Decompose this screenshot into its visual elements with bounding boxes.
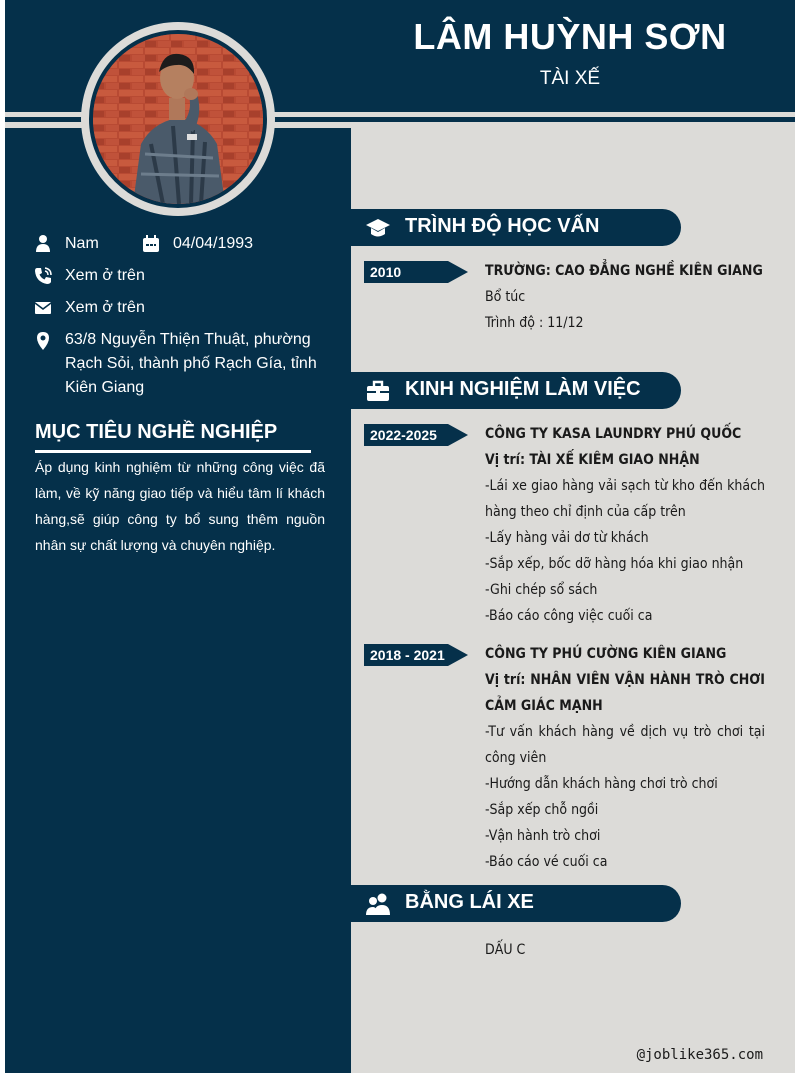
- envelope-icon: [33, 298, 53, 318]
- school-name: TRƯỜNG: CAO ĐẲNG NGHỀ KIÊN GIANG: [485, 263, 763, 279]
- job-task: -Báo cáo công việc cuối ca: [485, 608, 653, 624]
- education-entry: [485, 258, 765, 336]
- user-icon: [33, 234, 53, 254]
- career-goal-text: Áp dụng kinh nghiệm từ những công việc đã làm, về kỹ năng giao tiếp và hiểu tâm lí khách hàng,sẽ giúp công ty bổ sung thêm nguồn nhân sự chất lượng và chuyên nghiệp.: [35, 459, 325, 553]
- license-entry: [485, 937, 765, 963]
- resume-page: [5, 0, 795, 1073]
- job-position: Vị trí: TÀI XẾ KIÊM GIAO NHẬN: [485, 452, 700, 468]
- profile-photo: [93, 34, 263, 204]
- email: Xem ở trên: [65, 299, 145, 316]
- avatar: [93, 34, 263, 204]
- job-entry: [485, 641, 765, 875]
- phone: Xem ở trên: [65, 267, 145, 284]
- section-license: [351, 885, 681, 922]
- avatar-frame: [81, 22, 275, 216]
- briefcase-icon: [365, 378, 391, 404]
- gender: Nam: [65, 235, 99, 252]
- section-education: [351, 209, 681, 246]
- job-title: TÀI XẾ: [539, 68, 601, 89]
- period-tag: 2018 - 2021: [364, 644, 468, 666]
- company-name: CÔNG TY KASA LAUNDRY PHÚ QUỐC: [485, 426, 742, 442]
- license-class: DẤU C: [485, 942, 526, 958]
- career-goal-underline: [35, 450, 311, 453]
- sidebar: [5, 128, 351, 1073]
- calendar-icon: [141, 234, 161, 254]
- section-title: BẰNG LÁI XE: [405, 891, 534, 913]
- job-entry: [485, 421, 765, 629]
- map-pin-icon: [33, 331, 53, 351]
- education-line: Trình độ : 11/12: [485, 315, 584, 331]
- job-task: -Hướng dẫn khách hàng chơi trò chơi: [485, 776, 718, 792]
- users-icon: [365, 891, 391, 917]
- job-position: Vị trí: NHÂN VIÊN VẬN HÀNH TRÒ CHƠI CẢM GIÁC MẠNH: [485, 672, 765, 714]
- career-goal-title: MỤC TIÊU NGHỀ NGHIỆP: [35, 421, 278, 443]
- job-task: -Sắp xếp chỗ ngồi: [485, 802, 599, 818]
- section-experience: [351, 372, 681, 409]
- education-line: Bổ túc: [485, 289, 526, 305]
- phone-icon: [33, 266, 53, 286]
- job-task: -Sắp xếp, bốc dỡ hàng hóa khi giao nhận: [485, 556, 744, 572]
- watermark: @joblike365.com: [636, 1047, 763, 1063]
- job-task: -Ghi chép sổ sách: [485, 582, 598, 598]
- job-task: -Lấy hàng vải dơ từ khách: [485, 530, 649, 546]
- graduation-cap-icon: [365, 215, 391, 241]
- year-tag: 2010: [364, 261, 468, 283]
- period-tag: 2022-2025: [364, 424, 468, 446]
- job-task: -Vận hành trò chơi: [485, 828, 601, 844]
- birthdate: 04/04/1993: [173, 235, 254, 252]
- section-title: KINH NGHIỆM LÀM VIỆC: [405, 378, 641, 400]
- candidate-name: LÂM HUỲNH SƠN: [413, 16, 727, 57]
- job-task: -Lái xe giao hàng vải sạch từ kho đến khách hàng theo chỉ định của cấp trên: [485, 478, 765, 520]
- company-name: CÔNG TY PHÚ CƯỜNG KIÊN GIANG: [485, 646, 727, 662]
- section-title: TRÌNH ĐỘ HỌC VẤN: [405, 215, 600, 237]
- address: 63/8 Nguyễn Thiện Thuật, phường Rạch Sỏi, thành phố Rạch Gía, tỉnh Kiên Giang: [65, 331, 317, 396]
- job-task: -Báo cáo vé cuối ca: [485, 854, 608, 870]
- job-task: -Tư vấn khách hàng về dịch vụ trò chơi tại công viên: [485, 724, 765, 766]
